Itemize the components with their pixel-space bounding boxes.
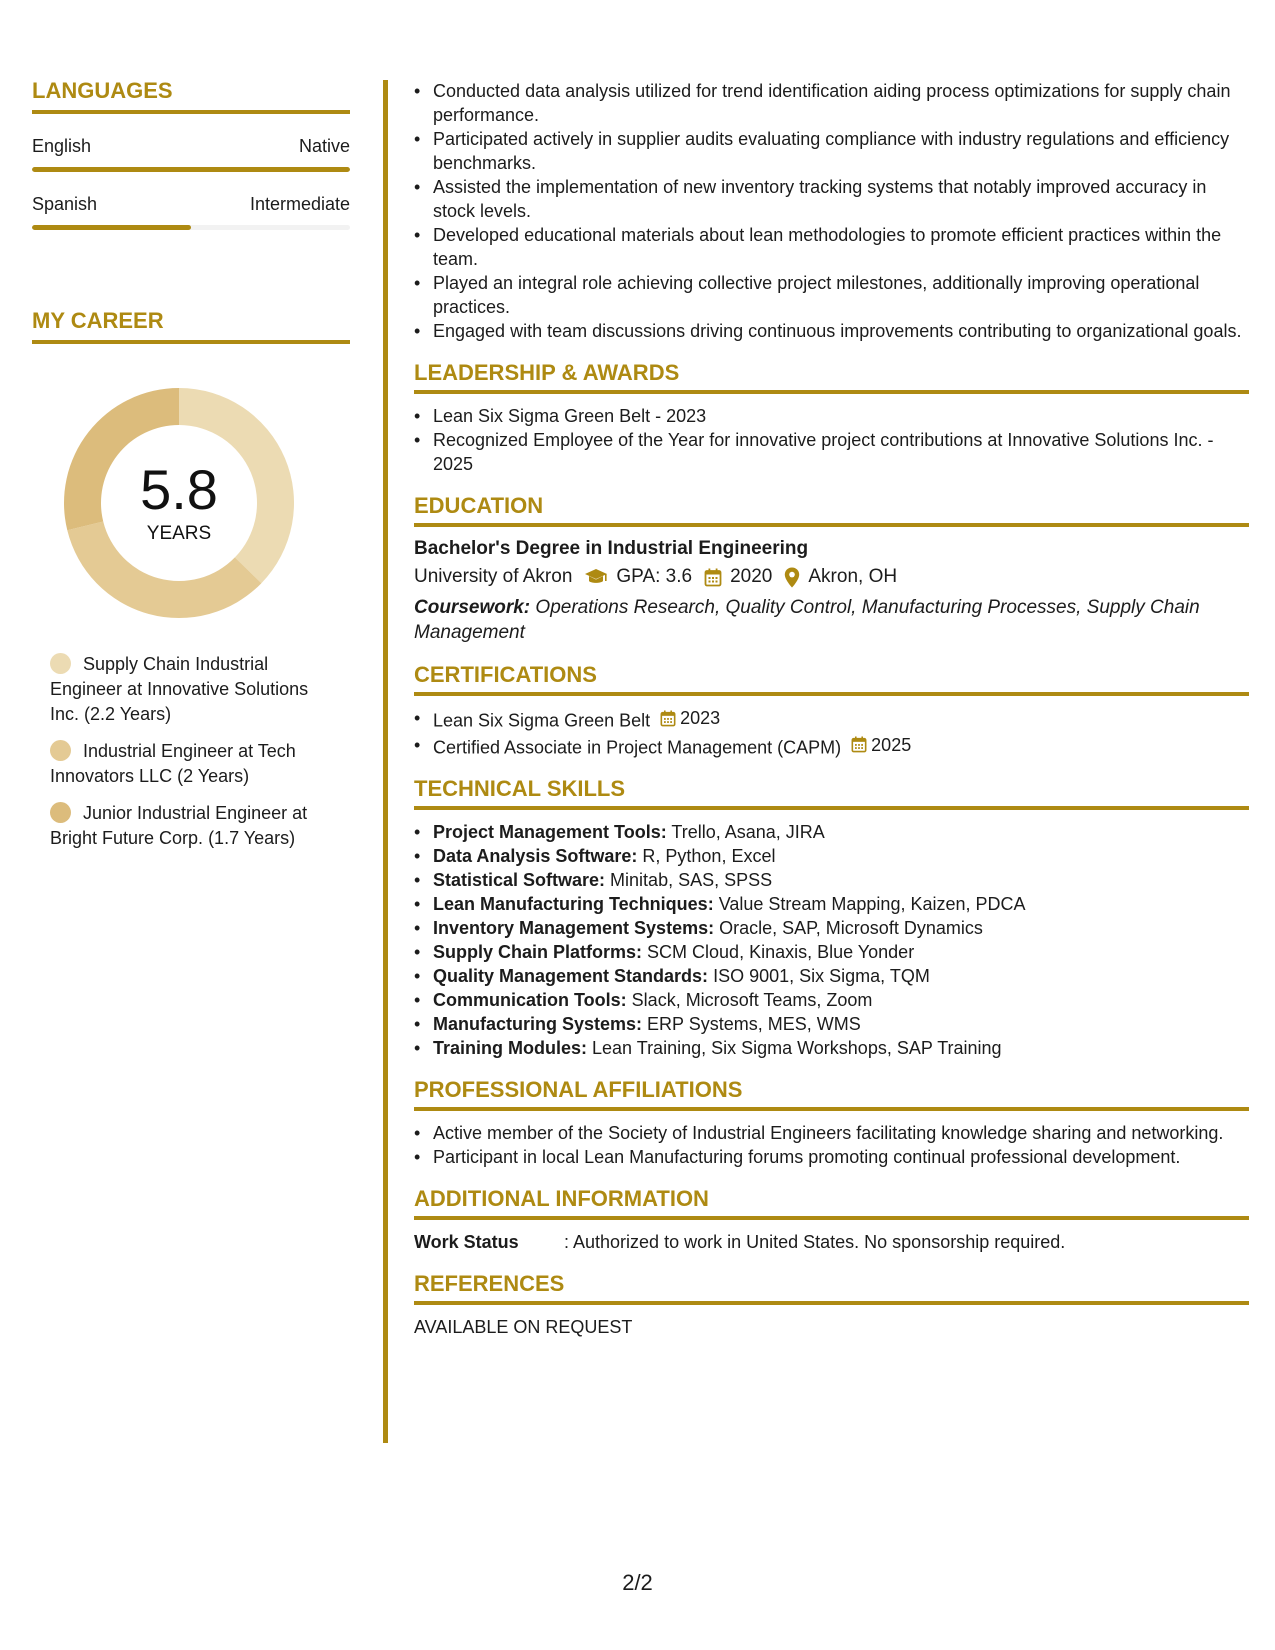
list-item: • Assisted the implementation of new inventory tracking systems that notably improved accuracy in stock levels. (414, 175, 1249, 223)
career-legend (50, 652, 340, 851)
list-item (414, 940, 1249, 964)
list-item: • Developed educational materials about lean methodologies to promote efficient practices within the team. (414, 223, 1249, 271)
skill-key: Lean Manufacturing Techniques: (433, 894, 714, 914)
right-column (414, 79, 1249, 1339)
career-total-years: 5.8 (140, 458, 218, 521)
language-level: Intermediate (249, 194, 350, 214)
certification-year: 2025 (871, 734, 912, 755)
education-school: University of Akron (414, 566, 573, 587)
coursework-text: Operations Research, Quality Control, Manufacturing Processes, Supply Chain Management (414, 597, 1200, 643)
skill-key: Statistical Software: (433, 870, 606, 890)
legend-item (50, 739, 340, 789)
language-item (32, 194, 350, 230)
legend-item (50, 652, 340, 727)
legend-swatch (50, 740, 71, 761)
certification-year: 2023 (680, 708, 721, 728)
list-item (414, 916, 1249, 940)
list-item: • Recognized Employee of the Year for innovative project contributions at Innovative Solutions Inc. - 2025 (414, 428, 1249, 476)
skill-key: Communication Tools: (433, 990, 627, 1010)
career-title: MY CAREER (32, 308, 350, 344)
page-number: 2/2 (622, 1570, 653, 1595)
skill-value: Lean Training, Six Sigma Workshops, SAP Training (587, 1038, 1002, 1058)
education-gpa: GPA: 3.6 (616, 566, 693, 587)
skill-value: Value Stream Mapping, Kaizen, PDCA (713, 894, 1026, 914)
language-level: Native (298, 136, 350, 156)
list-item (414, 820, 1249, 844)
education-degree: Bachelor's Degree in Industrial Engineering (414, 538, 809, 559)
affiliations-title: PROFESSIONAL AFFILIATIONS (414, 1078, 1249, 1111)
work-status-row (414, 1230, 1249, 1254)
calendar-icon (660, 710, 676, 727)
skill-value: ISO 9001, Six Sigma, TQM (708, 966, 930, 986)
list-item (414, 964, 1249, 988)
skill-key: Data Analysis Software: (433, 846, 638, 866)
skill-value: ERP Systems, MES, WMS (642, 1014, 861, 1034)
language-name: Spanish (32, 194, 98, 214)
skill-value: R, Python, Excel (637, 846, 776, 866)
education-location: Akron, OH (808, 566, 898, 587)
skill-value: SCM Cloud, Kinaxis, Blue Yonder (642, 942, 915, 962)
skill-value: Slack, Microsoft Teams, Zoom (626, 990, 873, 1010)
references-title: REFERENCES (414, 1272, 1249, 1305)
list-item: • Engaged with team discussions driving continuous improvements contributing to organizational goals. (414, 319, 1249, 343)
list-item: • Played an integral role achieving collective project milestones, additionally improving operational practices. (414, 271, 1249, 319)
skill-key: Quality Management Standards: (433, 966, 709, 986)
language-bar-fill (32, 225, 191, 230)
education-title: EDUCATION (414, 494, 1249, 527)
coursework-label: Coursework: (414, 597, 531, 618)
list-item (414, 868, 1249, 892)
career-total-unit: YEARS (146, 523, 212, 544)
map-pin-icon (784, 567, 800, 588)
list-item (414, 844, 1249, 868)
list-item: • Lean Six Sigma Green Belt - 2023 (414, 404, 1249, 428)
language-bar (32, 225, 350, 230)
skill-key: Inventory Management Systems: (433, 918, 715, 938)
certifications-list (414, 706, 1249, 759)
list-item (414, 733, 1249, 760)
legend-swatch (50, 653, 71, 674)
affiliations-list (414, 1121, 1249, 1169)
references-text: AVAILABLE ON REQUEST (414, 1317, 633, 1337)
leadership-list (414, 404, 1249, 476)
legend-label: Industrial Engineer at Tech Innovators LLC (2 Years) (50, 741, 296, 786)
list-item: • Participant in local Lean Manufacturing forums promoting continual professional development. (414, 1145, 1249, 1169)
experience-bullets (414, 79, 1249, 343)
languages-title: LANGUAGES (32, 78, 350, 114)
additional-info-title: ADDITIONAL INFORMATION (414, 1187, 1249, 1220)
education-details (414, 565, 1249, 589)
legend-label: Supply Chain Industrial Engineer at Innovative Solutions Inc. (2.2 Years) (50, 654, 309, 724)
list-item: • Active member of the Society of Industrial Engineers facilitating knowledge sharing and networking. (414, 1121, 1249, 1145)
education-coursework (414, 595, 1249, 645)
list-item (414, 706, 1249, 733)
certification-name: Certified Associate in Project Management (CAPM) (433, 737, 842, 757)
certifications-title: CERTIFICATIONS (414, 663, 1249, 696)
list-item: • Conducted data analysis utilized for trend identification aiding process optimizations for supply chain performance. (414, 79, 1249, 127)
skill-value: Minitab, SAS, SPSS (605, 870, 773, 890)
work-status-label: Work Status (414, 1232, 519, 1252)
calendar-icon (851, 736, 867, 753)
column-divider (383, 80, 388, 1443)
education-year: 2020 (730, 566, 773, 587)
skill-key: Project Management Tools: (433, 822, 667, 842)
left-column (32, 78, 350, 863)
language-item (32, 136, 350, 172)
certification-name: Lean Six Sigma Green Belt (433, 710, 651, 731)
graduation-cap-icon (584, 568, 608, 586)
list-item (414, 988, 1249, 1012)
skill-key: Manufacturing Systems: (433, 1014, 643, 1034)
legend-label: Junior Industrial Engineer at Bright Future Corp. (1.7 Years) (50, 803, 308, 848)
skills-title: TECHNICAL SKILLS (414, 777, 1249, 810)
legend-item (50, 801, 340, 851)
career-donut-chart (64, 388, 294, 618)
legend-swatch (50, 802, 71, 823)
skill-key: Training Modules: (433, 1038, 588, 1058)
list-item (414, 892, 1249, 916)
skill-key: Supply Chain Platforms: (433, 942, 643, 962)
skill-value: Trello, Asana, JIRA (666, 822, 825, 842)
language-bar (32, 167, 350, 172)
calendar-icon (704, 568, 722, 587)
work-status-value: : Authorized to work in United States. No sponsorship required. (564, 1232, 1066, 1252)
leadership-title: LEADERSHIP & AWARDS (414, 361, 1249, 394)
list-item (414, 1036, 1249, 1060)
skill-value: Oracle, SAP, Microsoft Dynamics (714, 918, 983, 938)
language-name: English (32, 136, 92, 156)
language-bar-fill (32, 167, 350, 172)
skills-list (414, 820, 1249, 1060)
list-item (414, 1012, 1249, 1036)
list-item: • Participated actively in supplier audits evaluating compliance with industry regulations and efficiency benchmarks. (414, 127, 1249, 175)
